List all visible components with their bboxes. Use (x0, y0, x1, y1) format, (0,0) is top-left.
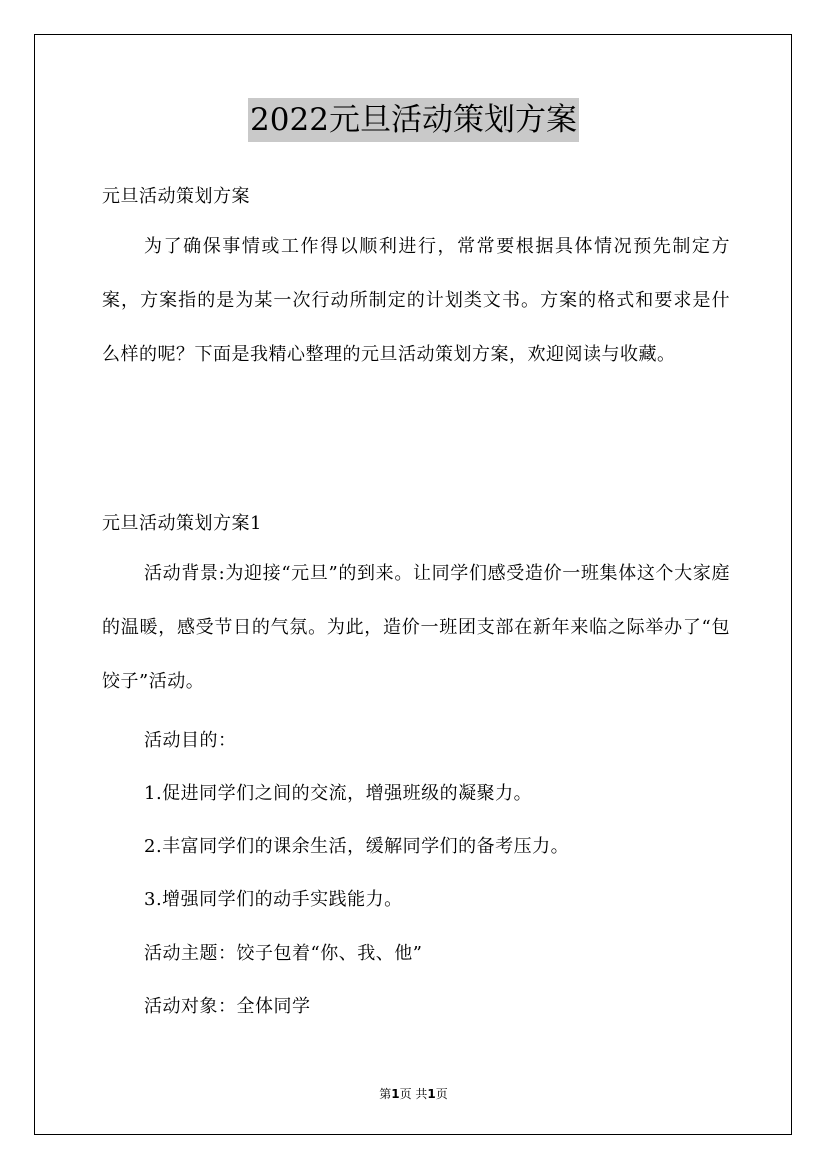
document-title: 2022元旦活动策划方案 (248, 98, 579, 142)
page-footer (0, 1085, 827, 1102)
title-container (0, 98, 827, 142)
purpose-label: 活动目的： (144, 730, 237, 751)
purpose-item-1: 1.促进同学们之间的交流，增强班级的凝聚力。 (144, 783, 533, 804)
footer-middle: 页 共 (399, 1087, 428, 1101)
footer-suffix: 页 (435, 1087, 448, 1101)
footer-page-total: 1 (427, 1087, 436, 1101)
purpose-item-2: 2.丰富同学们的课余生活，缓解同学们的备考压力。 (144, 836, 570, 857)
section-heading-intro: 元旦活动策划方案 (102, 186, 250, 207)
footer-prefix: 第 (379, 1087, 392, 1101)
section-heading-plan-1: 元旦活动策划方案1 (102, 513, 262, 534)
background-paragraph: 活动背景:为迎接“元旦”的到来。让同学们感受造价一班集体这个大家庭的温暖，感受节日的气氛。为此，造价一班团支部在新年来临之际举办了“包饺子”活动。 (102, 563, 730, 692)
activity-audience: 活动对象：全体同学 (144, 996, 311, 1017)
activity-theme: 活动主题：饺子包着“你、我、他” (144, 943, 423, 964)
footer-page-number: 1 (391, 1087, 400, 1101)
purpose-item-3: 3.增强同学们的动手实践能力。 (144, 889, 403, 910)
intro-paragraph: 为了确保事情或工作得以顺利进行，常常要根据具体情况预先制定方案，方案指的是为某一次行动所制定的计划类文书。方案的格式和要求是什么样的呢？下面是我精心整理的元旦活动策划方案，欢迎阅读与收藏。 (102, 236, 730, 365)
